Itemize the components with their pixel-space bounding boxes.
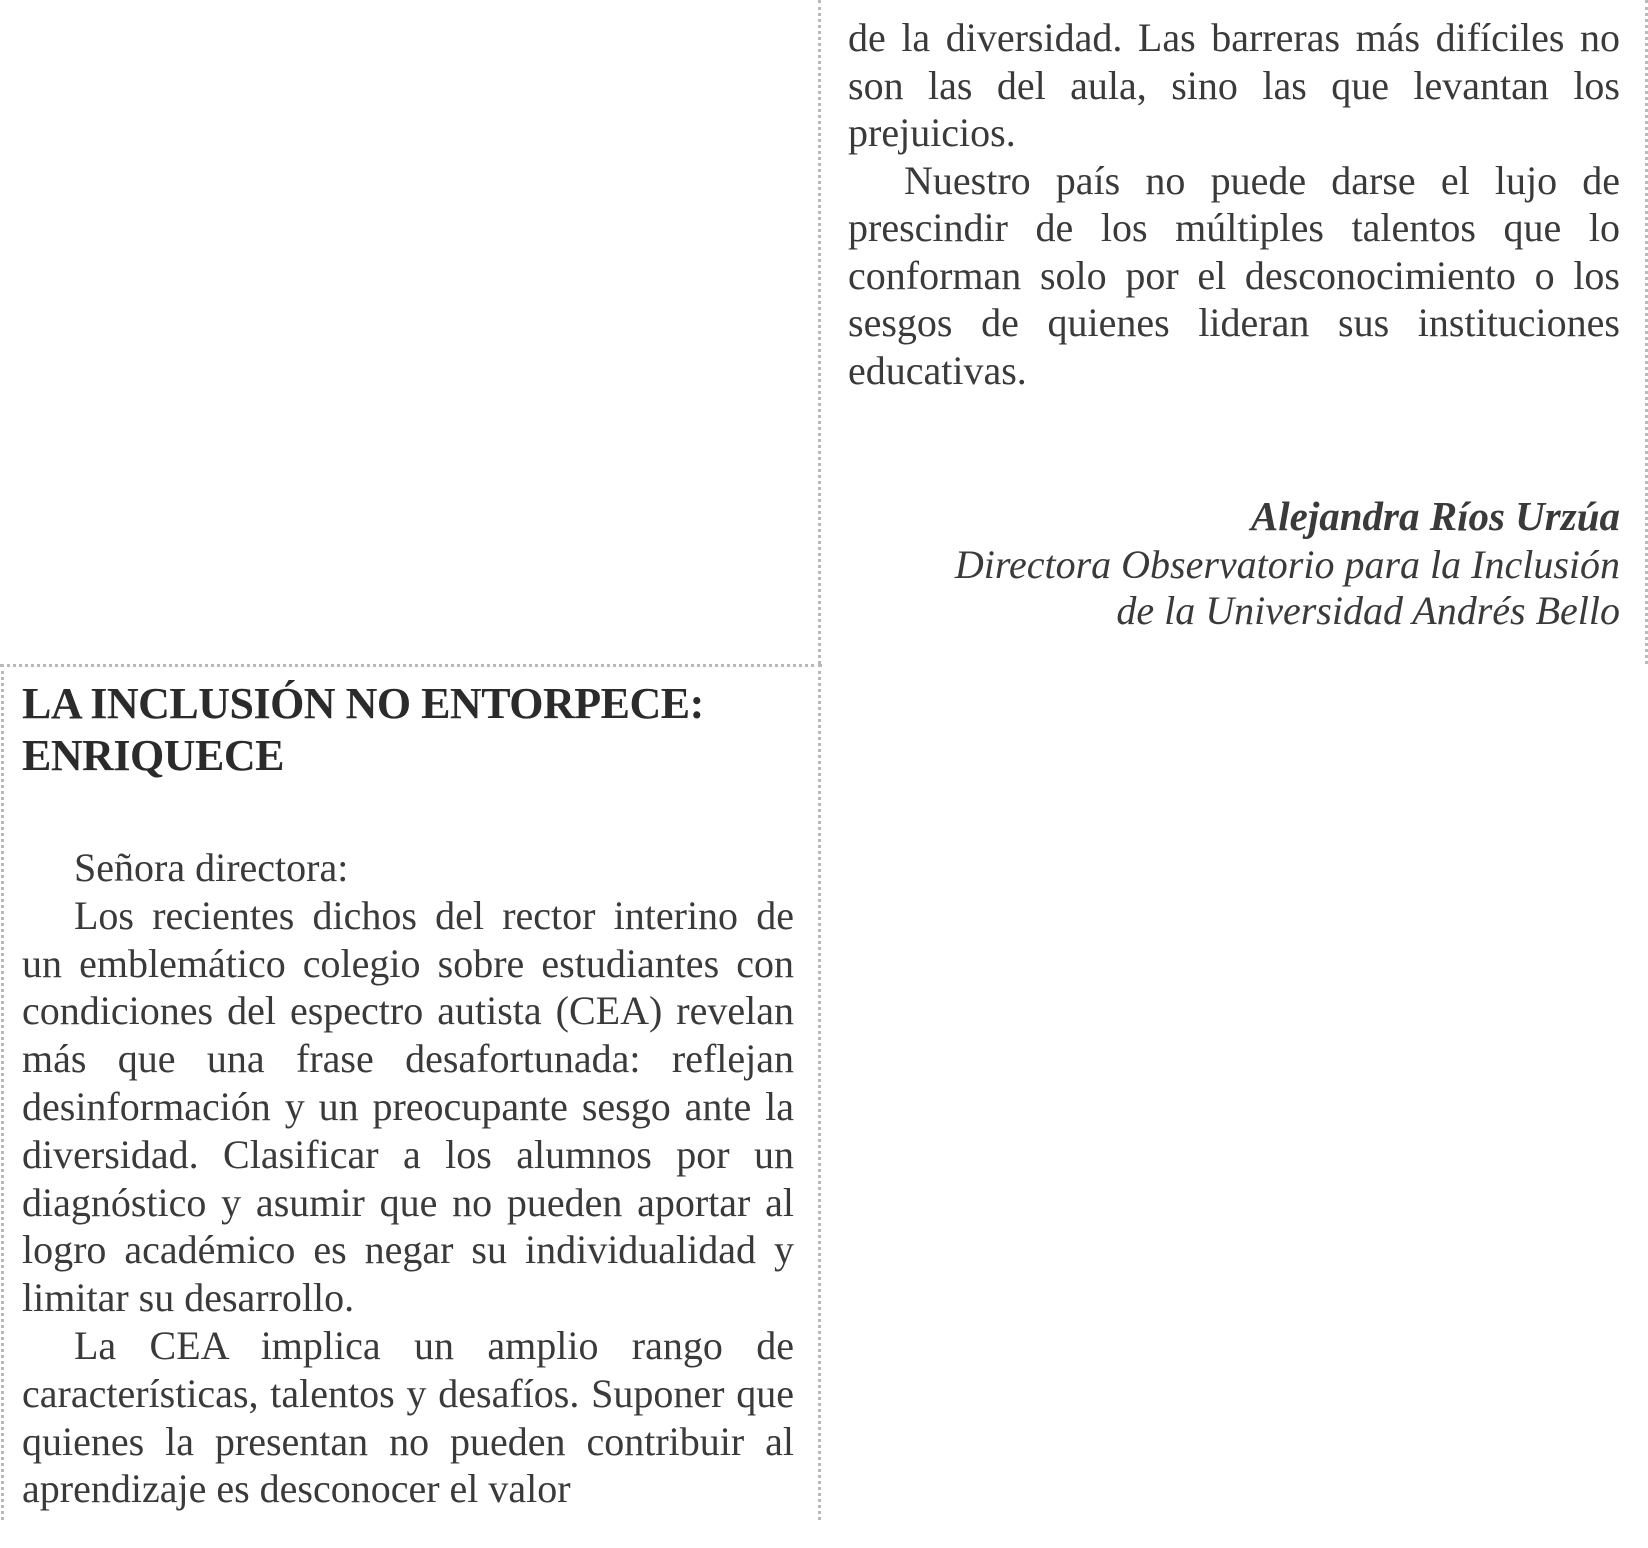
signature-affiliation: de la Universidad Andrés Bello [1116, 588, 1620, 633]
letter-continuation [848, 14, 1620, 394]
letter-headline [22, 678, 794, 782]
column-rule-left-edge [1, 664, 4, 1520]
column-rule-top [818, 0, 821, 664]
letter-paragraph: La CEA implica un amplio rango de características, talentos y desafíos. Suponer que quienes la presentan no pueden contribuir al aprendizaje es desconocer el valor [22, 1322, 794, 1512]
headline-line: LA INCLUSIÓN NO ENTORPECE: [22, 679, 704, 728]
signature-name: Alejandra Ríos Urzúa [1250, 493, 1620, 539]
column-rule-bottom [818, 664, 821, 1520]
letter-body [22, 844, 794, 1513]
letter-signature [848, 490, 1620, 634]
letter-paragraph: Los recientes dichos del rector interino de un emblemático colegio sobre estudiantes con condiciones del espectro autista (CEA) revelan más que una frase desafortunada: reflejan desinformación y un preocupante sesgo ante la diversidad. Clasificar a los alumnos por un diagnóstico y asumir que no pueden aportar al logro académico es negar su individualidad y limitar su desarrollo. [22, 892, 794, 1321]
letter-paragraph: Nuestro país no puede darse el lujo de prescindir de los múltiples talentos que lo conforman solo por el desconocimiento o los sesgos de quienes lideran sus instituciones educativas. [848, 157, 1620, 393]
letter-article [22, 678, 794, 1513]
section-rule [0, 664, 822, 667]
letter-paragraph: de la diversidad. Las barreras más difíciles no son las del aula, sino las que levantan los prejuicios. [848, 15, 1620, 155]
headline-line: ENRIQUECE [22, 731, 284, 780]
letter-salutation: Señora directora: [74, 845, 349, 890]
signature-role: Directora Observatorio para la Inclusión [954, 542, 1620, 587]
